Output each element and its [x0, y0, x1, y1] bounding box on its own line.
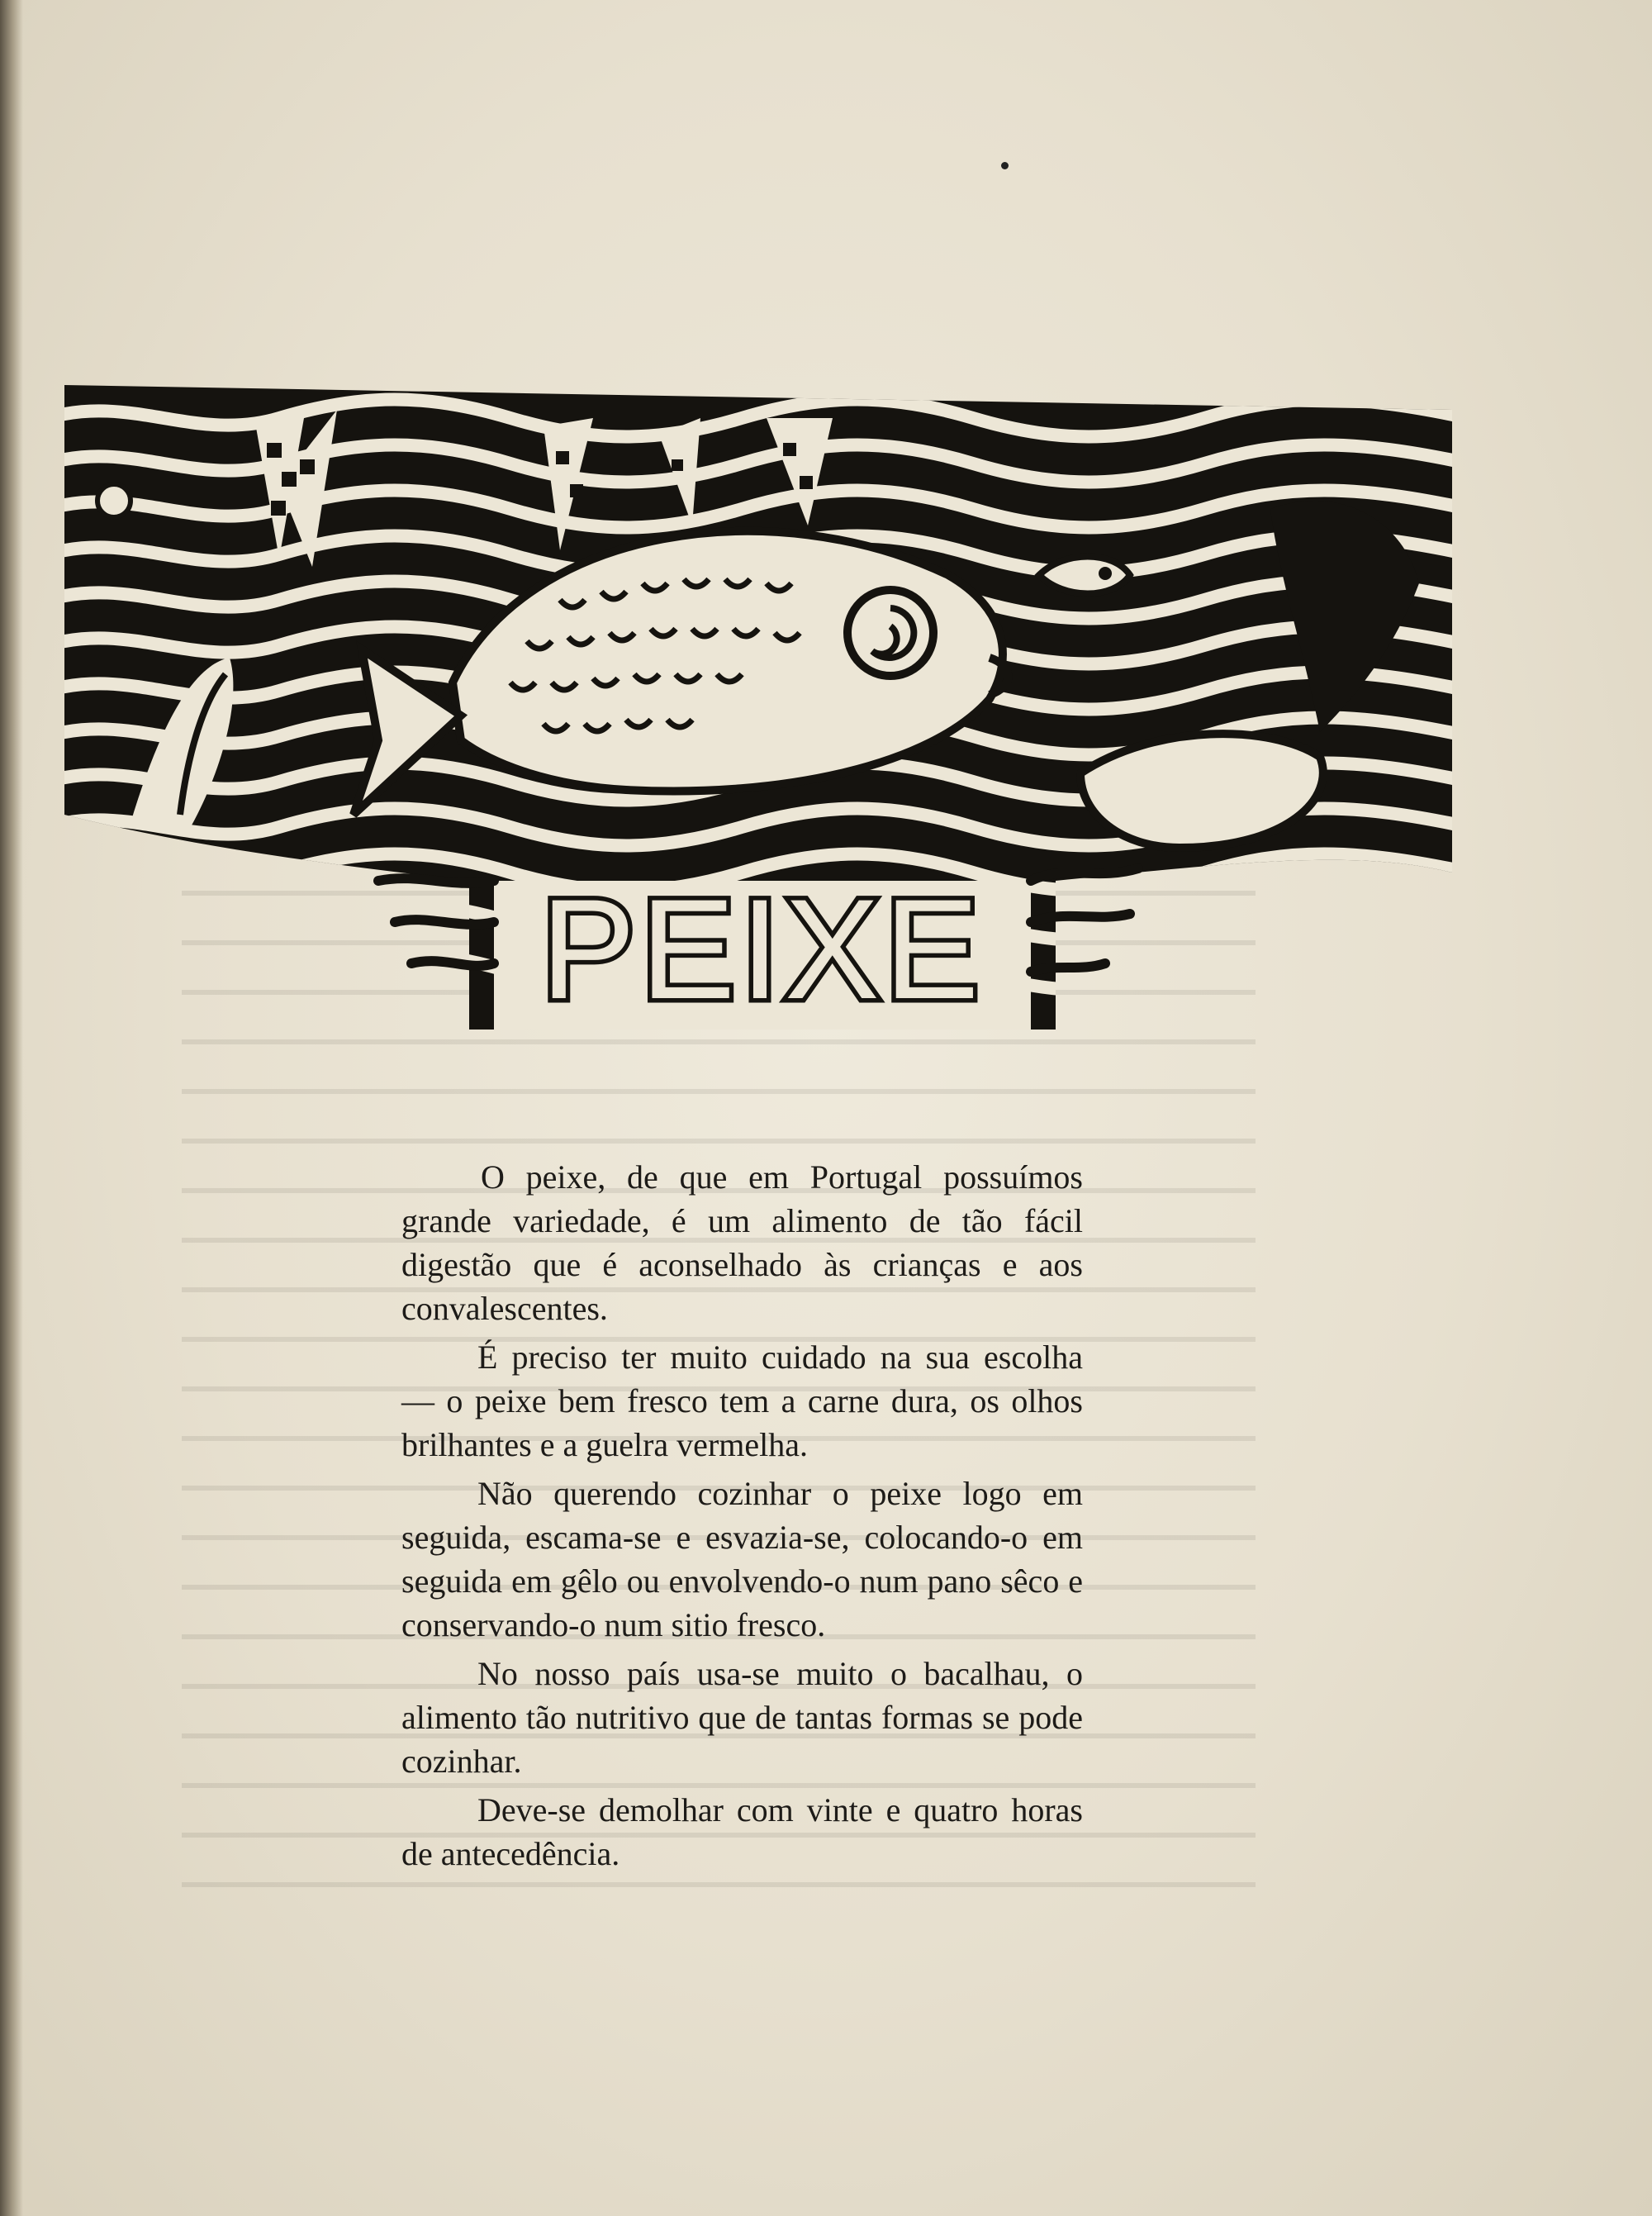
ink-speck	[1001, 162, 1009, 169]
paragraph: Deve-se demolhar com vinte e quatro horas de antecedência.	[401, 1791, 1083, 1872]
paragraph: O peixe, de que em Portugal possuímos grande variedade, é um alimento de tão fácil digestão que é aconselhado às crianças e aos convalescentes.	[401, 1158, 1083, 1327]
fish-woodcut-icon	[64, 385, 1452, 1030]
paragraph: Não querendo cozinhar o peixe logo em seguida, escama-se e esvazia-se, colocando-o em seguida em gêlo ou envolvendo-o num pano sêco e conservando-o num sitio fresco.	[401, 1475, 1083, 1643]
body-text	[401, 1155, 1083, 1881]
page-title: PEIXE	[540, 870, 985, 1029]
page-binding-edge	[0, 0, 23, 2216]
paragraph: No nosso país usa-se muito o bacalhau, o alimento tão nutritivo que de tantas formas se pode cozinhar.	[401, 1655, 1083, 1780]
paragraph: É preciso ter muito cuidado na sua escolha — o peixe bem fresco tem a carne dura, os olhos brilhantes e a guelra vermelha.	[401, 1339, 1083, 1463]
